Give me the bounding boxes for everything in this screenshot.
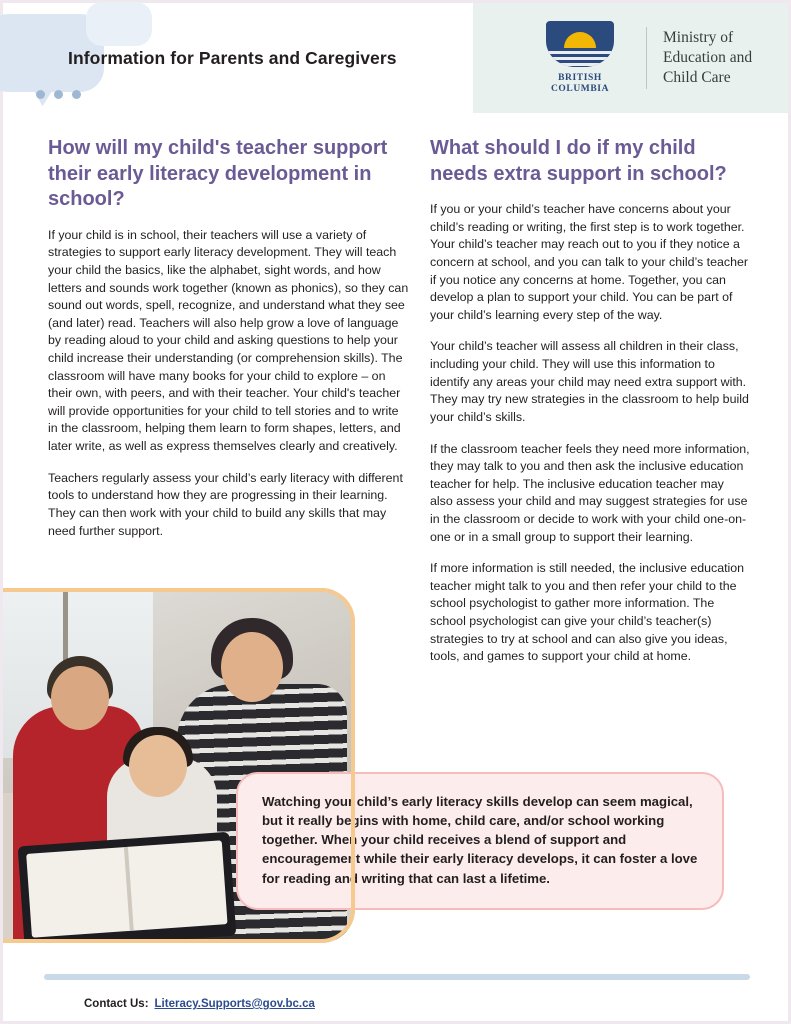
right-paragraph-2: Your child’s teacher will assess all children in their class, including your child. They will use this information to identify any areas your child may need extra support with. They may try new strategies in the classroom to help build your child’s skills. — [430, 339, 749, 424]
speech-bubble-dots-icon — [36, 90, 81, 99]
right-column — [430, 136, 750, 666]
footer-contact — [84, 998, 315, 1010]
logo-crest-line-1: BRITISH — [558, 73, 602, 84]
ministry-line-1: Ministry of — [663, 29, 734, 47]
callout-text: Watching your child’s early literacy skills develop can seem magical, but it really begins with home, child care, and/or school working together. When your child receives a blend of support and encouragement while their early literacy develops, it can foster a love for reading and writing that can last a lifetime. — [262, 794, 698, 886]
ministry-line-2: Education and — [663, 49, 753, 67]
speech-bubble-small — [86, 2, 152, 46]
ministry-line-3: Child Care — [663, 68, 731, 86]
right-section-heading: What should I do if my child needs extra support in school? — [430, 137, 727, 185]
footer-divider — [44, 974, 750, 980]
ministry-logo-panel — [473, 3, 788, 113]
right-paragraph-1: If you or your child’s teacher have concerns about your child’s reading or writing, the first step is to work together. Your child’s teacher may reach out to you if they notice a concern at school, and you can talk to your child’s teacher if you notice any concerns at home. Together, you can develop a plan to support your child. You can be part of your child’s learning every step of the way. — [430, 202, 748, 322]
left-paragraph-2: Teachers regularly assess your child’s early literacy with different tools to understand how they are progressing in their learning. They can then work with your child to build any skills that may need further support. — [48, 470, 403, 538]
ministry-name — [663, 28, 752, 87]
bc-crest-icon — [538, 21, 622, 71]
right-paragraph-3: If the classroom teacher feels they need more information, they may talk to you and then ask the inclusive education teacher for help. The inclusive education teacher may also assess your child and may suggest strategies for use in the classroom or decide to work with your child one-on-one or in a small group to support their learning. — [430, 441, 750, 544]
logo-crest-line-2: COLUMBIA — [550, 84, 610, 94]
contact-email-link[interactable]: Literacy.Supports@gov.bc.ca — [154, 998, 315, 1010]
page-title: Information for Parents and Caregivers — [68, 48, 397, 68]
logo-divider — [646, 27, 647, 89]
highlight-callout-box — [236, 772, 724, 910]
bc-government-logo — [528, 21, 632, 95]
contact-label: Contact Us: — [84, 998, 149, 1010]
left-paragraph-1: If your child is in school, their teachers will use a variety of strategies to support early literacy development. They will teach your child the basics, like the alphabet, sight words, and how letters and sounds work together (known as phonics), so they can sound out words, spell, recognize, and understand what they see (and later) read. Teachers will also help grow a love of language by reading aloud to your child and asking questions to help your child increase their understanding (or comprehension skills). The classroom will have many books for your child to explore – on their own, with peers, and with their teacher. Your child's teacher will provide opportunities for your child to tell stories and to write in the classroom, helping them learn to form shapes, letters, and later write, as well as express themselves clearly and creatively. — [48, 227, 409, 454]
left-section-heading: How will my child's teacher support their early literacy development in school? — [48, 137, 388, 211]
left-column — [48, 136, 410, 540]
right-paragraph-4: If more information is still needed, the inclusive education teacher might talk to you and then refer your child to the school psychologist to gather more information. The school psychologist can give your child’s teacher(s) strategies to try at school and can also give you ideas, tools, and games to support your child at home. — [430, 561, 745, 664]
